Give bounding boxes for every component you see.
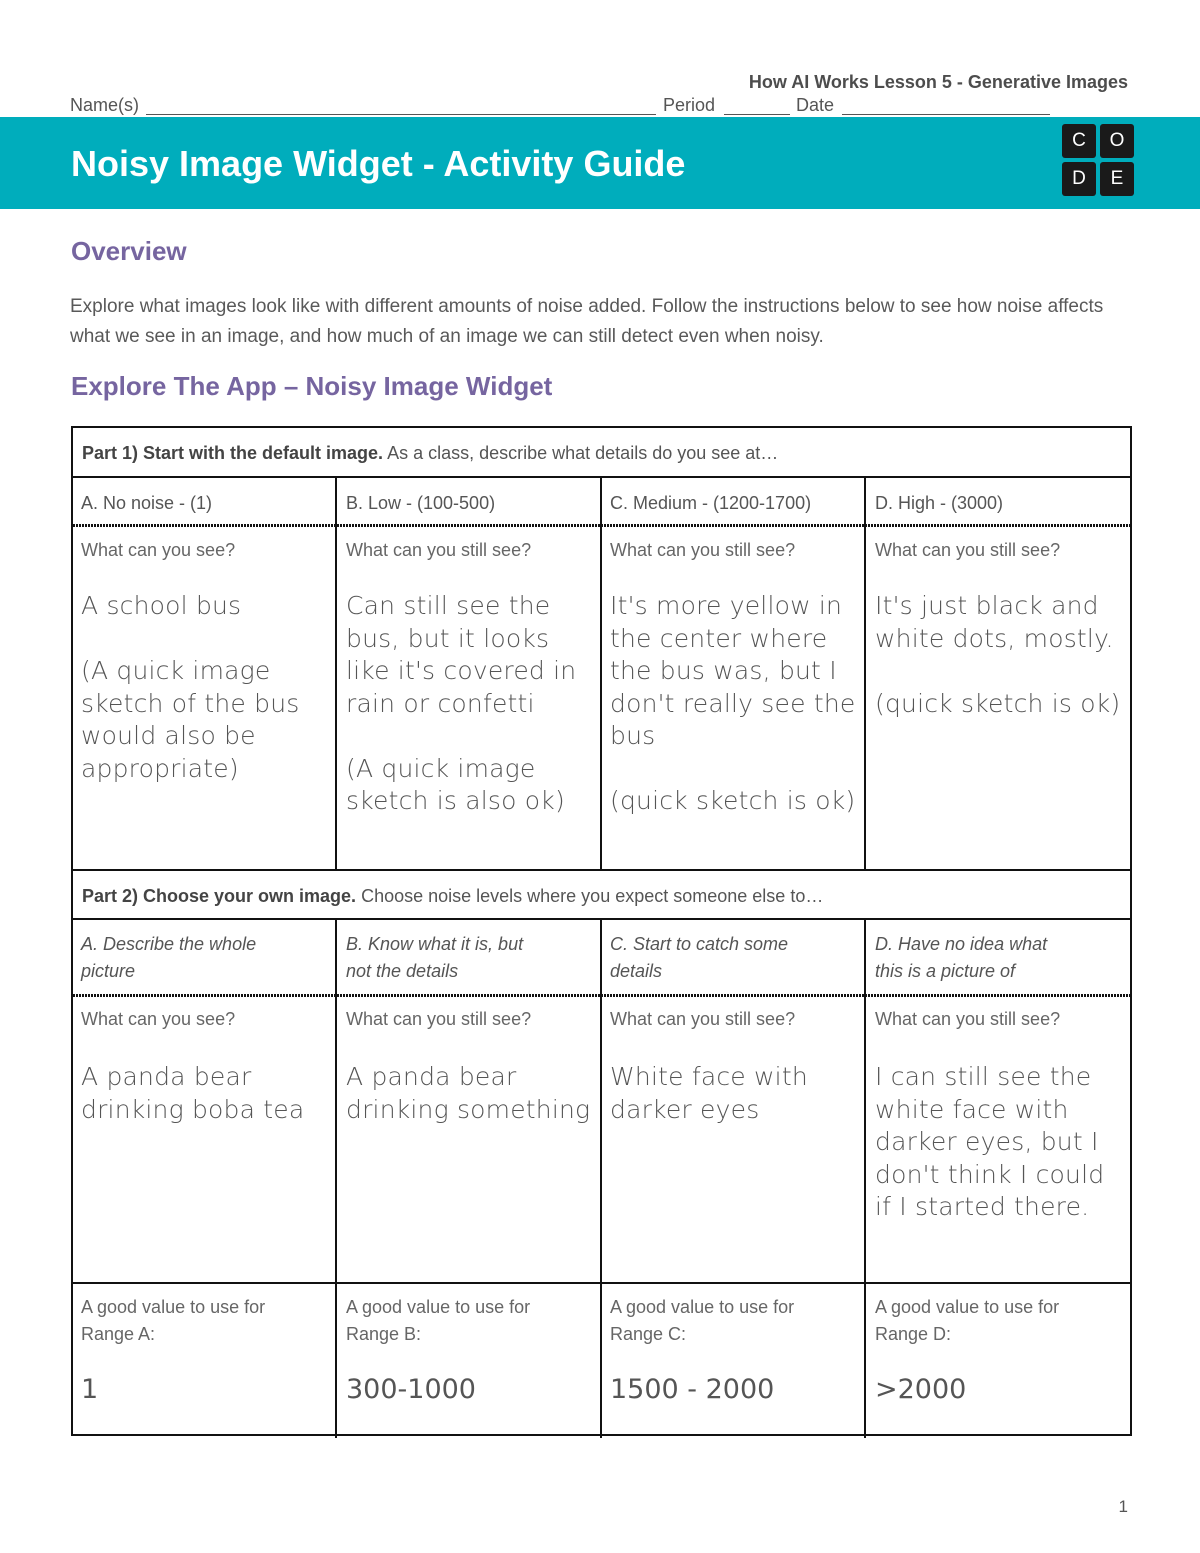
period-line <box>724 114 790 115</box>
text-line: (A quick image <box>346 753 536 783</box>
text-line: darker eyes, but I <box>875 1127 1099 1156</box>
part2-col-a-question: What can you see? <box>81 1009 236 1029</box>
overview-heading: Overview <box>71 236 187 266</box>
part2-col-a-label <box>81 931 256 985</box>
text-line: like it's covered in <box>346 656 577 685</box>
text-line: Can still see the <box>346 591 551 620</box>
column-divider <box>864 476 866 871</box>
text-line: (A quick image <box>81 656 271 685</box>
part2-title-bold: Part 2) Choose your own image. <box>82 886 357 906</box>
text-line: A school bus <box>81 591 242 620</box>
text-line: Range A: <box>81 1324 156 1344</box>
text-line: not the details <box>346 961 459 981</box>
date-line <box>842 114 1050 115</box>
text-line: (quick sketch is ok) <box>610 786 856 815</box>
page-title: Noisy Image Widget - Activity Guide <box>71 143 686 184</box>
code-logo <box>1062 124 1136 198</box>
text-line: It's just black and <box>875 591 1099 620</box>
text-line: the bus was, but I <box>610 656 837 685</box>
name-label: Name(s) <box>70 95 140 115</box>
text-line: drinking boba tea <box>81 1094 305 1124</box>
text-line: sketch of the bus <box>81 688 300 718</box>
part1-col-d-label: D. High - (3000) <box>875 493 1004 513</box>
text-line: details <box>610 961 663 981</box>
part2-title-rest: Choose noise levels where you expect someone else to… <box>356 886 824 906</box>
part2-col-d-label <box>875 931 1047 985</box>
text-line <box>346 720 576 753</box>
range-d-label <box>875 1294 1059 1348</box>
text-line: A good value to use for <box>610 1297 795 1317</box>
activity-table <box>71 426 1132 1436</box>
part1-col-d-question: What can you still see? <box>875 540 1061 560</box>
part1-col-a-question: What can you see? <box>81 540 236 560</box>
range-d-value: >2000 <box>875 1374 967 1405</box>
part2-col-b-answer <box>346 1061 590 1126</box>
part1-col-b-question: What can you still see? <box>346 540 532 560</box>
text-line: I can still see the <box>875 1062 1092 1091</box>
text-line: C. Start to catch some <box>610 934 789 954</box>
part1-col-c-answer <box>610 590 855 818</box>
text-line: white face with <box>875 1094 1069 1124</box>
text-line <box>875 655 1120 688</box>
text-line: this is a picture of <box>875 961 1016 981</box>
text-line: (quick sketch is ok) <box>875 688 1121 718</box>
title-banner <box>0 117 1200 209</box>
text-line: sketch is also ok) <box>346 786 565 815</box>
column-divider <box>600 476 602 871</box>
range-b-label <box>346 1294 530 1348</box>
text-line: A panda bear <box>346 1062 517 1091</box>
range-a-label <box>81 1294 265 1348</box>
part1-col-a-label: A. No noise - (1) <box>81 493 213 513</box>
part2-col-b-question: What can you still see? <box>346 1009 532 1029</box>
range-a-value: 1 <box>81 1374 99 1405</box>
part2-col-d-answer <box>875 1061 1104 1224</box>
text-line: bus <box>610 721 656 750</box>
logo-letter: E <box>1100 162 1134 196</box>
text-line <box>81 623 300 656</box>
part1-title-rest: As a class, describe what details do you see at… <box>383 443 779 463</box>
text-line <box>610 753 855 786</box>
part1-col-c-question: What can you still see? <box>610 540 796 560</box>
part1-title-bold: Part 1) Start with the default image. <box>82 443 384 463</box>
text-line: appropriate) <box>81 753 239 783</box>
text-line: would also be <box>81 721 256 750</box>
logo-letter: O <box>1100 124 1134 158</box>
text-line: B. Know what it is, but <box>346 934 524 954</box>
text-line: A good value to use for <box>875 1297 1060 1317</box>
logo-letter: C <box>1062 124 1096 158</box>
part2-col-c-question: What can you still see? <box>610 1009 796 1029</box>
text-line: A good value to use for <box>346 1297 531 1317</box>
text-line: bus, but it looks <box>346 623 550 653</box>
logo-letter: D <box>1062 162 1096 196</box>
part2-col-c-answer <box>610 1061 808 1126</box>
part2-col-a-answer <box>81 1061 304 1126</box>
text-line: A panda bear <box>81 1062 252 1091</box>
text-line: drinking something <box>346 1094 591 1124</box>
period-label: Period <box>663 95 716 115</box>
name-line <box>146 114 656 115</box>
column-divider <box>864 918 866 1438</box>
lesson-title: How AI Works Lesson 5 - Generative Images <box>748 72 1128 92</box>
text-line: A good value to use for <box>81 1297 266 1317</box>
text-line: white dots, mostly. <box>875 623 1114 653</box>
text-line: Range C: <box>610 1324 687 1344</box>
part1-title <box>82 443 778 464</box>
range-c-value: 1500 - 2000 <box>610 1374 775 1405</box>
column-divider <box>600 918 602 1438</box>
range-b-value: 300-1000 <box>346 1374 476 1405</box>
column-divider <box>335 476 337 871</box>
text-line: D. Have no idea what <box>875 934 1048 954</box>
text-line: the center where <box>610 623 828 653</box>
part1-col-b-label: B. Low - (100-500) <box>346 493 496 513</box>
part2-title <box>82 886 823 907</box>
text-line: darker eyes <box>610 1094 760 1124</box>
part1-col-b-answer <box>346 590 576 818</box>
text-line: Range D: <box>875 1324 952 1344</box>
text-line: don't think I could <box>875 1159 1105 1189</box>
part1-col-c-label: C. Medium - (1200-1700) <box>610 493 812 513</box>
text-line: Range B: <box>346 1324 422 1344</box>
part2-col-b-label <box>346 931 523 985</box>
text-line: picture <box>81 961 136 981</box>
overview-text: Explore what images look like with different amounts of noise added. Follow the instructions below to see how noise affects what we see in an image, and how much of an image we can still detect even when noisy. <box>70 296 1104 347</box>
text-line: rain or confetti <box>346 688 535 718</box>
part1-col-d-answer <box>875 590 1120 720</box>
explore-heading: Explore The App – Noisy Image Widget <box>71 371 553 401</box>
part1-col-a-answer <box>81 590 300 785</box>
page-number: 1 <box>1118 1497 1128 1516</box>
text-line: if I started there. <box>875 1192 1090 1221</box>
text-line: don't really see the <box>610 688 856 718</box>
text-line: A. Describe the whole <box>81 934 257 954</box>
column-divider <box>335 918 337 1438</box>
date-label: Date <box>796 95 835 115</box>
part2-col-d-question: What can you still see? <box>875 1009 1061 1029</box>
text-line: It's more yellow in <box>610 591 843 620</box>
range-c-label <box>610 1294 794 1348</box>
part2-col-c-label <box>610 931 788 985</box>
text-line: White face with <box>610 1062 808 1091</box>
